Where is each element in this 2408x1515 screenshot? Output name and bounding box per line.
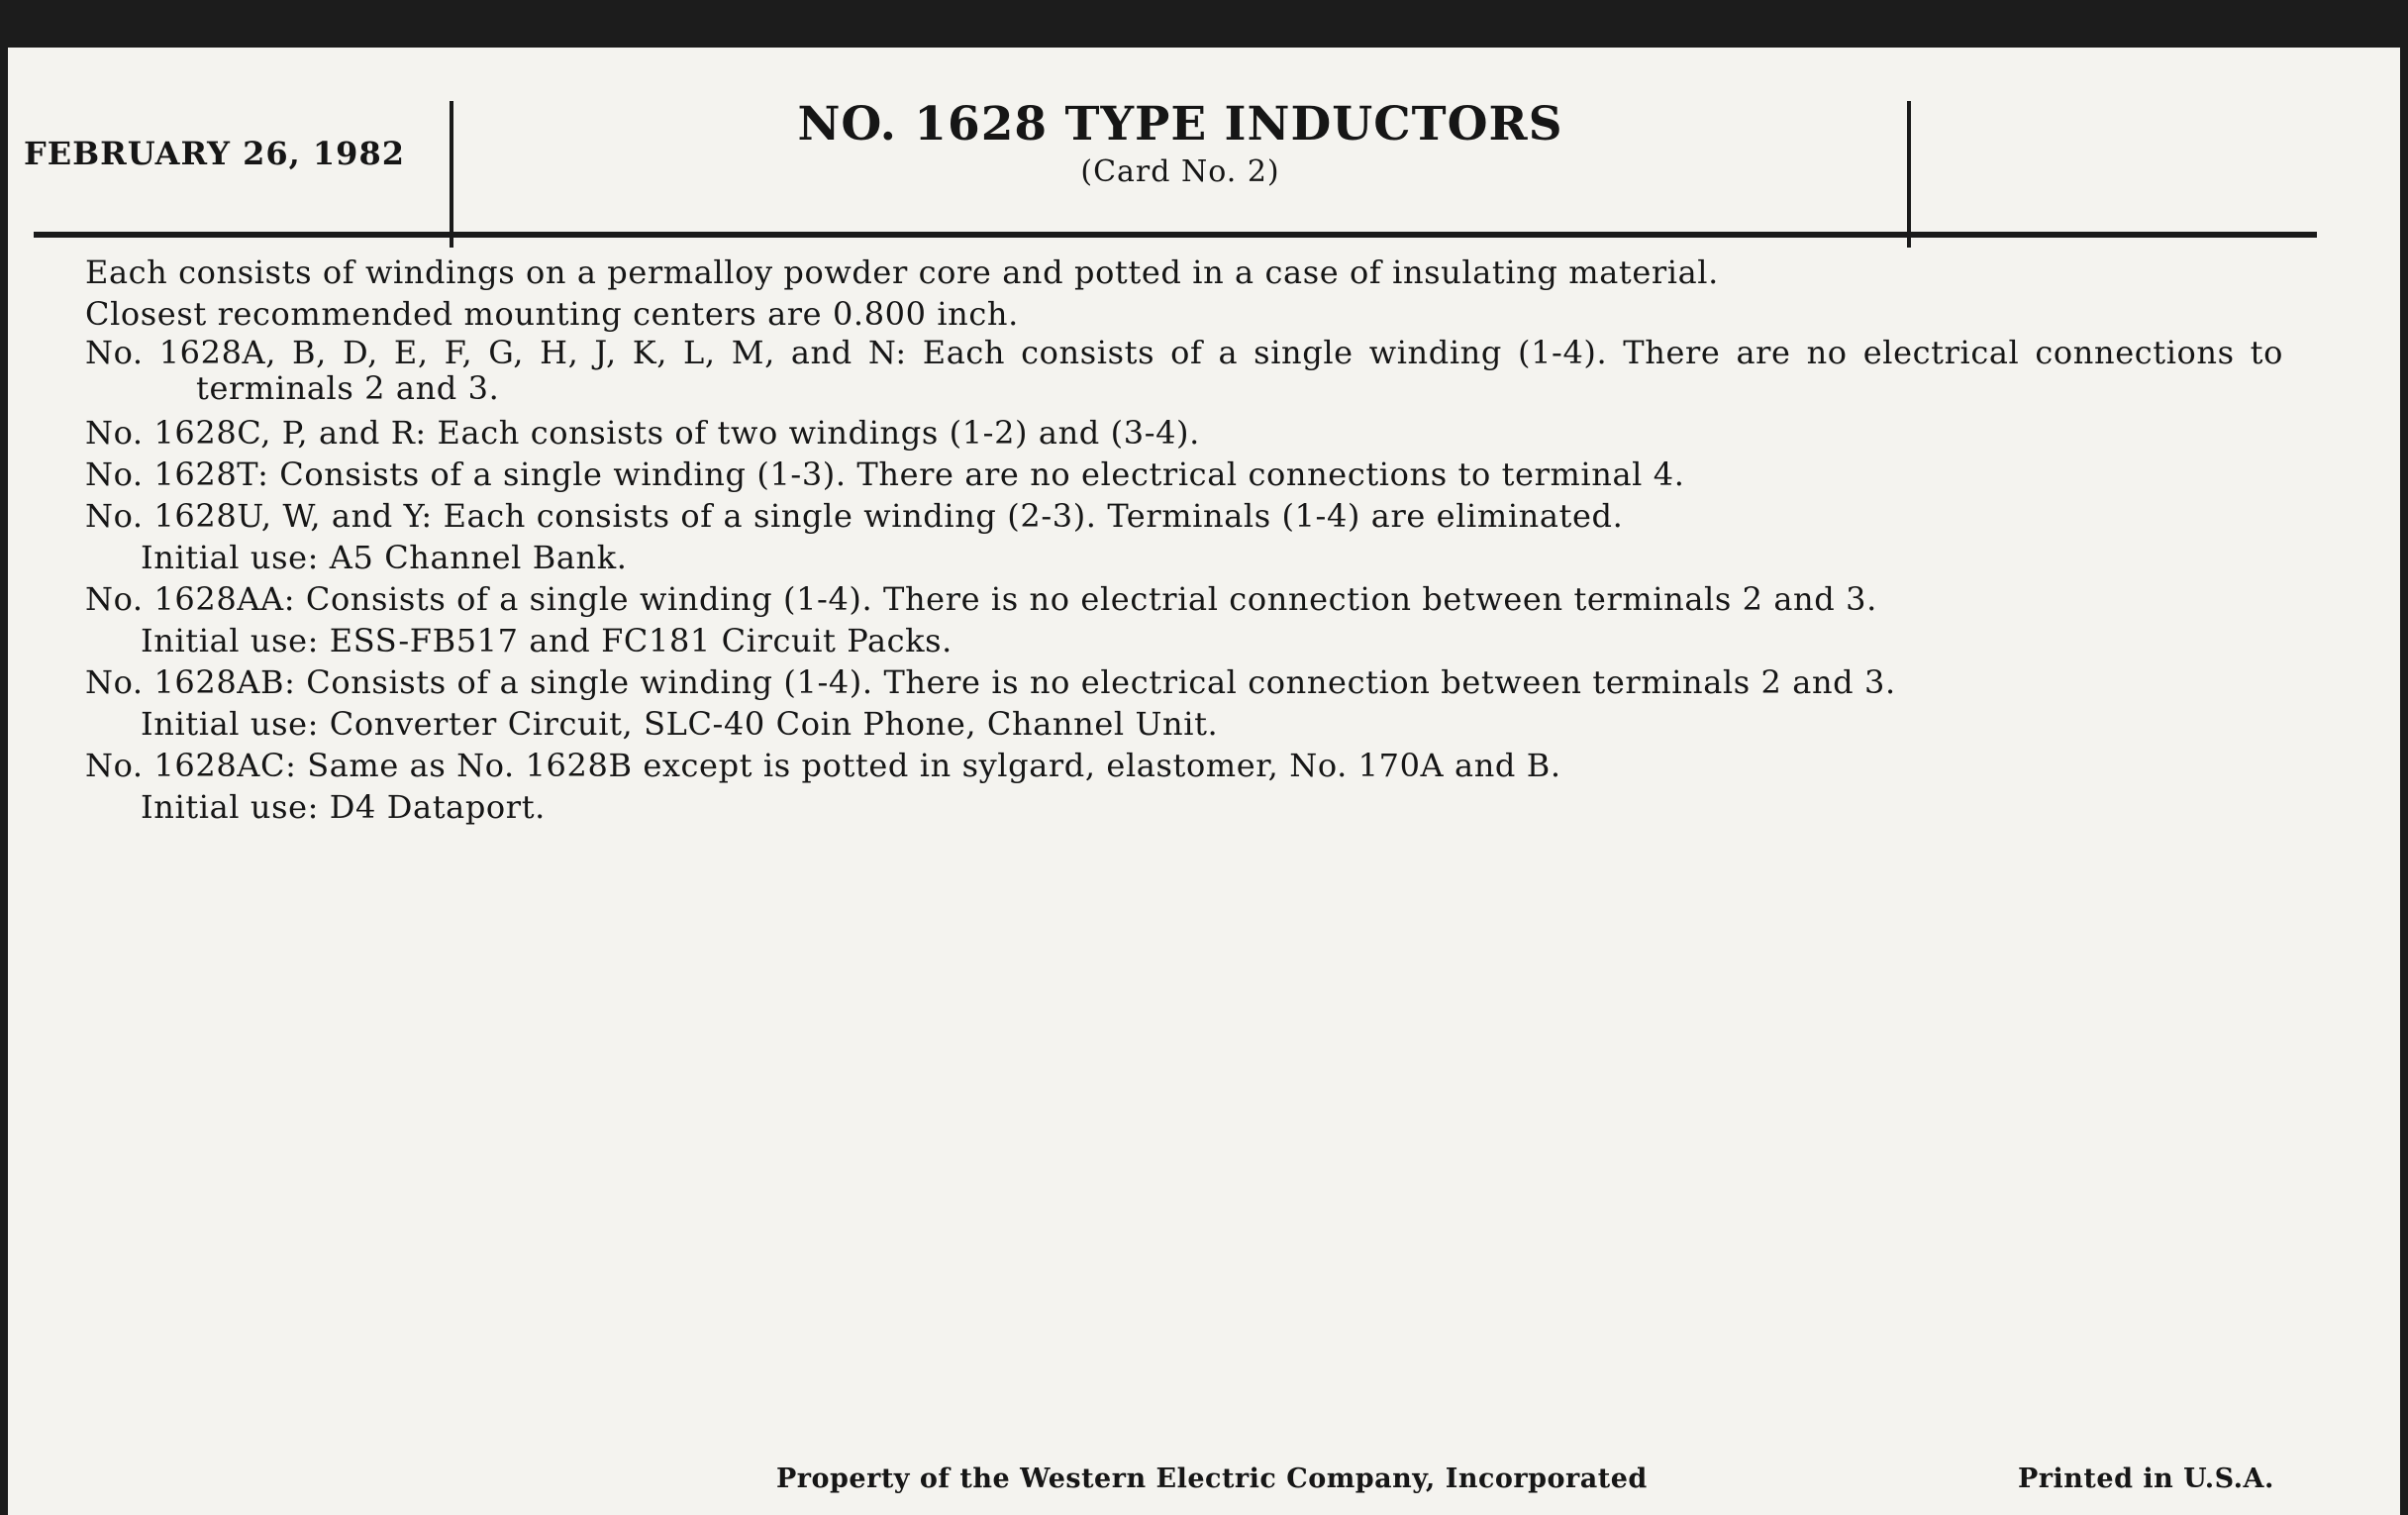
header-divider-right — [1907, 101, 1911, 248]
header-rule — [34, 232, 2317, 238]
code-1628u-paragraph: No. 1628U, W, and Y: Each consists of a single winding (2-3). Terminals (1-4) are eliminated. — [85, 497, 1624, 535]
property-notice: Property of the Western Electric Company, Incorporated — [776, 1464, 1648, 1494]
code-1628t-paragraph: No. 1628T: Consists of a single winding (1-3). There are no electrical connections to terminal 4. — [85, 455, 1685, 493]
card-title: NO. 1628 TYPE INDUCTORS — [797, 97, 1563, 152]
initial-use-1628ab: Initial use: Converter Circuit, SLC-40 Coin Phone, Channel Unit. — [141, 705, 1219, 743]
code-1628ab-paragraph: No. 1628AB: Consists of a single winding (1-4). There is no electrical connection between terminals 2 and 3. — [85, 663, 1896, 701]
initial-use-1628aa: Initial use: ESS-FB517 and FC181 Circuit Packs. — [141, 622, 953, 659]
code-1628aa-paragraph: No. 1628AA: Consists of a single winding (1-4). There is no electrial connection between terminals 2 and 3. — [85, 580, 1877, 618]
card-date: FEBRUARY 26, 1982 — [24, 135, 405, 172]
code-1628a-paragraph: No. 1628A, B, D, E, F, G, H, J, K, L, M, and N: Each consists of a single winding (1-4). There are no electrical connections to terminals 2 and 3. — [85, 334, 2283, 407]
initial-use-1628ac: Initial use: D4 Dataport. — [141, 788, 546, 826]
title-block — [453, 95, 1907, 190]
code-1628c-paragraph: No. 1628C, P, and R: Each consists of two windings (1-2) and (3-4). — [85, 414, 1200, 452]
card-body — [85, 252, 2283, 828]
description-paragraph: Each consists of windings on a permalloy powder core and potted in a case of insulating material. — [85, 253, 1719, 291]
catalog-card — [8, 48, 2400, 1515]
initial-use-1628u: Initial use: A5 Channel Bank. — [141, 539, 628, 576]
code-1628ac-paragraph: No. 1628AC: Same as No. 1628B except is potted in sylgard, elastomer, No. 170A and B. — [85, 747, 1561, 784]
printed-notice: Printed in U.S.A. — [2018, 1464, 2274, 1494]
mounting-paragraph: Closest recommended mounting centers are 0.800 inch. — [85, 295, 1019, 333]
card-subtitle: (Card No. 2) — [1080, 154, 1280, 189]
